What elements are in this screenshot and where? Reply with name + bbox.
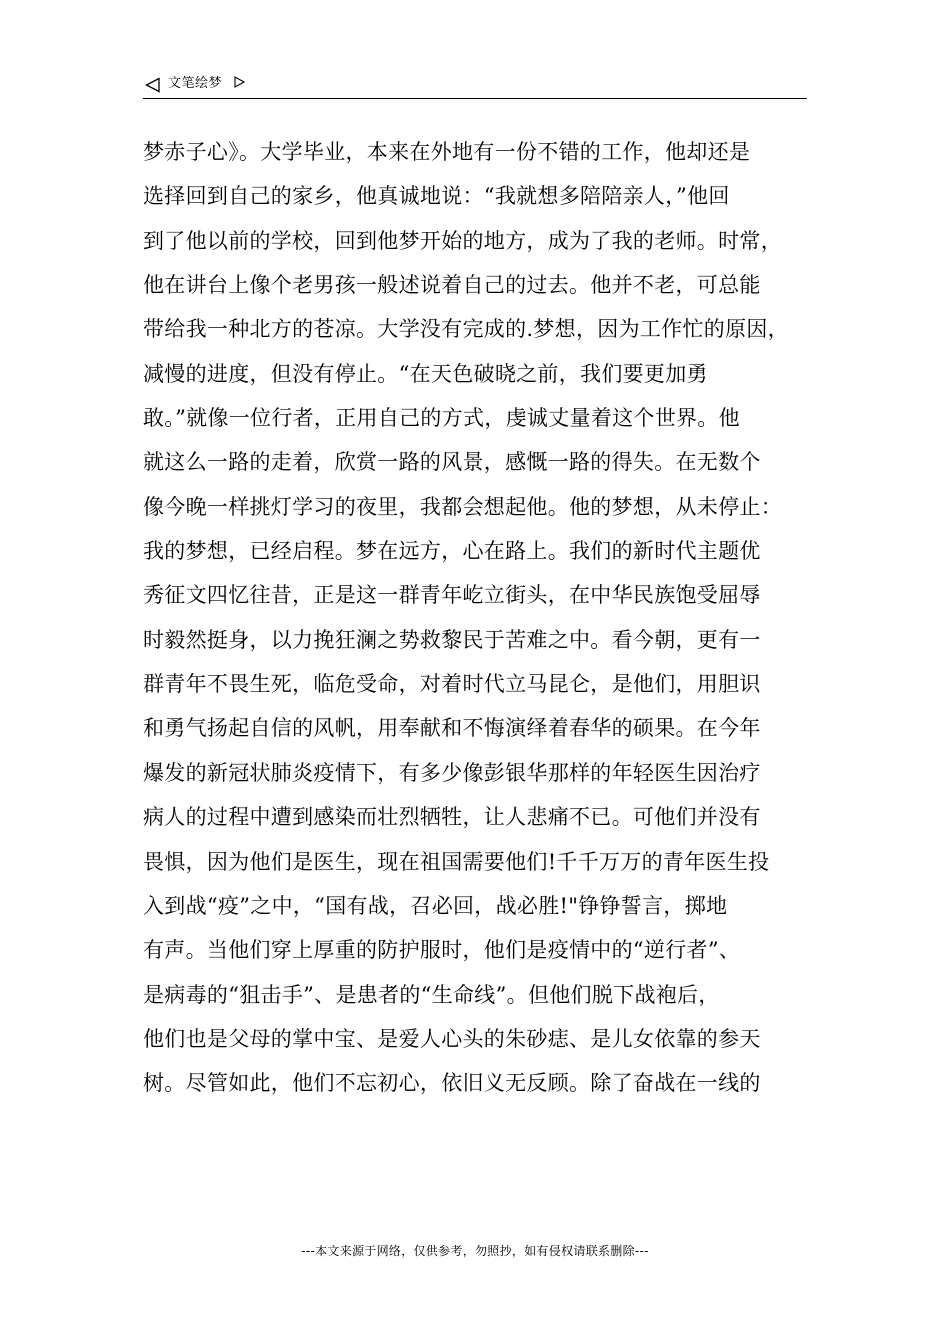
text-line: 是病毒的“狙击手”、是患者的“生命线”。但他们脱下战袍后， — [143, 982, 720, 1007]
source-disclaimer: ---本文来源于网络，仅供参考，勿照抄，如有侵权请联系删除--- — [301, 1244, 649, 1258]
text-line: 畏惧，因为他们是医生，现在祖国需要他们!千千万万的青年医生投 — [143, 849, 770, 874]
article-body — [143, 130, 823, 1106]
text-line: 像今晚一样挑灯学习的夜里，我都会想起他。他的梦想，从未停止： — [143, 494, 782, 519]
page-header — [143, 72, 807, 99]
text-line: 选择回到自己的家乡，他真诚地说：“我就想多陪陪亲人，”他回 — [143, 184, 730, 209]
text-line: 梦赤子心》。大学毕业，本来在外地有一份不错的工作，他却还是 — [143, 140, 751, 164]
text-line: 群青年不畏生死，临危受命，对着时代立马昆仑，是他们，用胆识 — [143, 672, 761, 697]
text-line: 带给我一种北方的苍凉。大学没有完成的.梦想，因为工作忙的原因， — [143, 317, 789, 342]
triangle-left-outline-icon — [145, 77, 161, 93]
text-line: 我的梦想，已经启程。梦在远方，心在路上。我们的新时代主题优 — [143, 539, 761, 564]
header-title: 文笔绘梦 — [168, 76, 223, 91]
text-line: 就这么一路的走着，欣赏一路的风景，感慨一路的得失。在无数个 — [143, 450, 761, 475]
text-line: 他们也是父母的掌中宝、是爱人心头的朱砂痣、是儿女依靠的参天 — [143, 1026, 761, 1051]
text-line: 病人的过程中遭到感染而壮烈牺牲，让人悲痛不已。可他们并没有 — [143, 805, 761, 830]
triangle-right-outline-icon — [234, 76, 245, 88]
text-line: 和勇气扬起自信的风帆，用奉献和不悔演绎着春华的硕果。在今年 — [143, 716, 761, 741]
text-line: 有声。当他们穿上厚重的防护服时，他们是疫情中的“逆行者”、 — [143, 938, 741, 963]
text-line: 减慢的进度，但没有停止。“在天色破晓之前，我们要更加勇 — [143, 361, 708, 386]
text-line: 敢。”就像一位行者，正用自己的方式，虔诚丈量着这个世界。他 — [143, 406, 740, 431]
text-line: 树。尽管如此，他们不忘初心，依旧义无反顾。除了奋战在一线的 — [143, 1071, 761, 1096]
text-line: 时毅然挺身，以力挽狂澜之势救黎民于苦难之中。看今朝，更有一 — [143, 627, 761, 652]
text-line: 爆发的新冠状肺炎疫情下，有多少像彭银华那样的年轻医生因治疗 — [143, 760, 761, 785]
text-line: 入到战“疫”之中，“国有战，召必回，战必胜!"铮铮誓言，掷地 — [143, 893, 728, 918]
text-line: 秀征文四忆往昔，正是这一群青年屹立街头，在中华民族饱受屈辱 — [143, 583, 761, 608]
text-line: 到了他以前的学校，回到他梦开始的地方，成为了我的老师。时常， — [143, 228, 782, 253]
text-line: 他在讲台上像个老男孩一般述说着自己的过去。他并不老，可总能 — [143, 273, 761, 298]
